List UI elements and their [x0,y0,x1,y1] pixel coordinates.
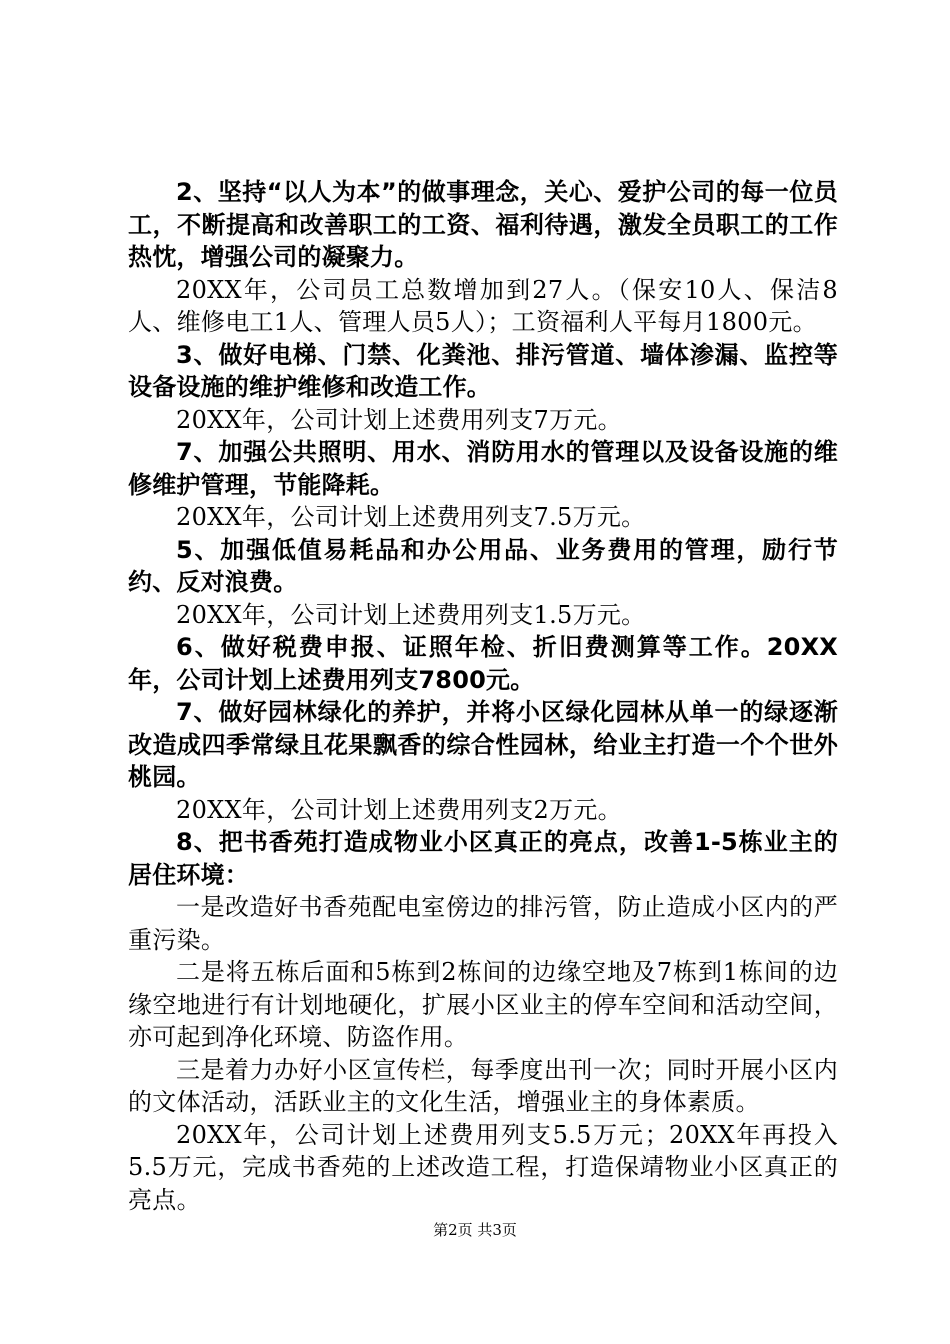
paragraph-sub-3: 三是着力办好小区宣传栏，每季度出刊一次；同时开展小区内的文体活动，活跃业主的文化生活，增强业主的身体素质。 [128,1055,838,1116]
paragraph-staff-2: 20XX年，公司员工总数增加到27人。（保安10人、保洁8人、维修电工1人、管理人员5人）；工资福利人平每月1800元。 [128,275,838,336]
paragraph-budget-3: 20XX年，公司计划上述费用列支7万元。 [176,405,622,434]
paragraph-item-2: 2、坚持“以人为本”的做事理念，关心、爱护公司的每一位员工，不断提高和改善职工的工资、福利待遇，激发全员职工的工作热忱，增强公司的凝聚力。 [128,178,838,271]
page-footer: 第2页 共3页 [433,1221,517,1239]
paragraph-item-7a: 7、加强公共照明、用水、消防用水的管理以及设备设施的维修维护管理，节能降耗。 [128,438,838,499]
paragraph-sub-1: 一是改造好书香苑配电室傍边的排污管，防止造成小区内的严重污染。 [128,893,838,954]
paragraph-item-5: 5、加强低值易耗品和办公用品、业务费用的管理，励行节约、反对浪费。 [128,535,838,596]
paragraph-budget-5: 20XX年，公司计划上述费用列支1.5万元。 [176,600,646,629]
paragraph-item-3: 3、做好电梯、门禁、化粪池、排污管道、墙体渗漏、监控等设备设施的维护维修和改造工作。 [128,340,838,401]
document-body [128,176,838,1216]
paragraph-sub-2: 二是将五栋后面和5栋到2栋间的边缘空地及7栋到1栋间的边缘空地进行有计划地硬化，扩展小区业主的停车空间和活动空间，亦可起到净化环境、防盗作用。 [128,958,838,1051]
paragraph-budget-7b: 20XX年，公司计划上述费用列支2万元。 [176,795,622,824]
paragraph-item-6: 6、做好税费申报、证照年检、折旧费测算等工作。20XX年，公司计划上述费用列支7800元。 [128,633,838,694]
paragraph-budget-7a: 20XX年，公司计划上述费用列支7.5万元。 [176,503,646,531]
paragraph-item-7b: 7、做好园林绿化的养护，并将小区绿化园林从单一的绿逐渐改造成四季常绿且花果飘香的综合性园林，给业主打造一个个世外桃园。 [128,698,838,791]
paragraph-budget-8: 20XX年，公司计划上述费用列支5.5万元；20XX年再投入5.5万元，完成书香苑的上述改造工程，打造保靖物业小区真正的亮点。 [128,1120,838,1214]
paragraph-item-8: 8、把书香苑打造成物业小区真正的亮点，改善1-5栋业主的居住环境： [128,828,838,889]
